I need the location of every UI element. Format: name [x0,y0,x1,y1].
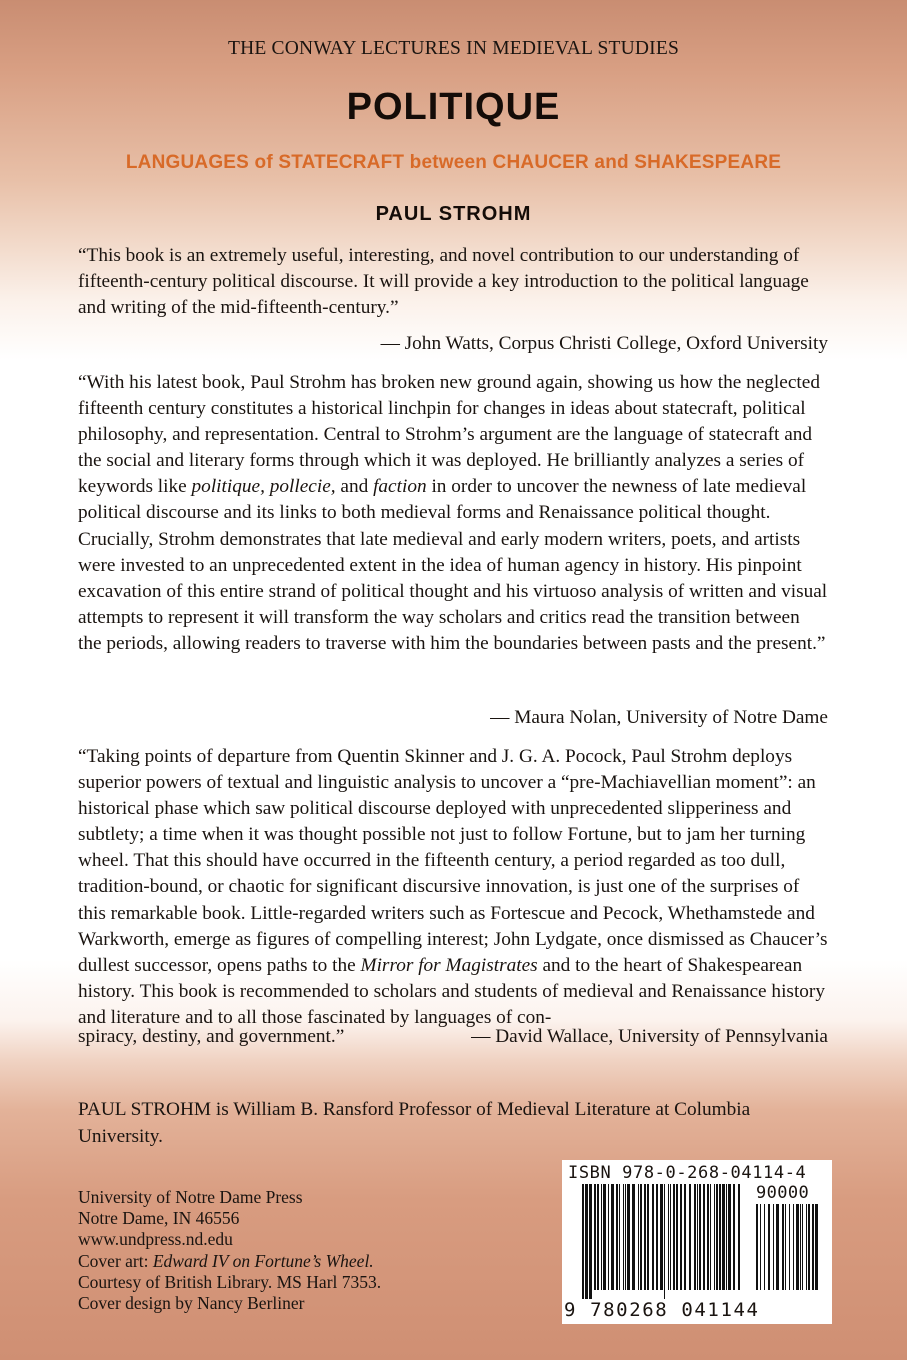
blurb-text: “With his latest book, Paul Strohm has broken new ground again, showing us how the neglected fifteenth century constitutes a historical linchpin for changes in ideas about statecraft, political philosophy, and representation. Central to Strohm’s argument are the language of statecraft and the social and literary forms through which it was deployed. He brilliantly analyzes a series of keywords like [78,372,820,498]
barcode-bar [697,1184,698,1290]
addon-bars-icon [756,1204,822,1302]
barcode-bar [716,1184,718,1290]
blurb-attribution-watts: — John Watts, Corpus Christi College, Oxford University [380,333,828,354]
barcode-bar [660,1184,663,1290]
barcode-bar [684,1184,686,1290]
publisher-info [78,1187,381,1314]
cover-art-credit: Cover art: Edward IV on Fortune’s Wheel. [78,1250,374,1271]
publisher-url: www.undpress.nd.edu [78,1229,233,1250]
barcode-bar [647,1184,649,1290]
barcode-bar [603,1184,606,1290]
barcode-bar [714,1184,715,1290]
barcode-bar [601,1184,602,1290]
isbn-barcode [562,1160,832,1324]
blurb-attribution-wallace: — David Wallace, University of Pennsylvania [471,1026,828,1047]
barcode-bar [738,1184,740,1290]
barcode-bar [773,1204,774,1290]
barcode-bar [680,1184,682,1290]
cover-art-title: Edward IV on Fortune’s Wheel. [152,1250,374,1271]
barcode-bar [733,1184,735,1290]
courtesy-credit: Courtesy of British Library. MS Harl 7353. [78,1271,382,1292]
blurb-nolan [78,370,828,657]
barcode-bar [726,1184,727,1290]
book-subtitle: LANGUAGES of STATECRAFT between CHAUCER and SHAKESPEARE [125,152,782,173]
barcode-bar [694,1184,696,1290]
author-bio: PAUL STROHM is William B. Ransford Professor of Medieval Literature at Columbia University. [78,1099,751,1147]
barcode-bar [608,1184,609,1290]
barcode-bars-icon [582,1184,744,1302]
barcode-bar [812,1204,814,1290]
barcode-bar [632,1184,635,1290]
keyword-italic: faction [373,476,427,498]
barcode-bar [638,1184,639,1290]
barcode-bar [623,1184,624,1290]
barcode-bar [768,1204,770,1290]
barcode-bar [589,1184,592,1302]
barcode-bar [673,1184,675,1290]
barcode-bar [611,1184,614,1290]
barcode-bar [719,1184,721,1290]
barcode-bar [785,1204,786,1290]
barcode-bar [676,1184,678,1290]
isbn-number: ISBN 978-0-268-04114-4 [568,1163,807,1183]
book-title-italic: Mirror for Magistrates [360,954,538,976]
blurb-text: spiracy, destiny, and government.” [78,1026,345,1047]
barcode-bar [776,1204,779,1290]
barcode-bar [764,1204,765,1290]
blurb-text: “Taking points of departure from Quentin Skinner and J. G. A. Pocock, Paul Strohm deploys superior powers of textual and linguistic analysis to uncover a “pre-Machiavellian moment”: an historical phase which saw political discourse deployed with unprecedented slipperiness and subtlety; a time when it was thought possible not just to follow Fortune, but to jam her turning wheel. That this should have occurred in the fifteenth century, a period regarded as too dull, tradition-bound, or chaotic for significant discursive innovation, is just one of the surprises of this remarkable book. Little-regarded writers such as Fortescue and Pecock, Whethamstede and Warkworth, emerge as figures of compelling interest; John Lydgate, once dismissed as Chaucer’s dullest successor, opens paths to the [78,746,828,976]
blurb-text: “This book is an extremely useful, interesting, and novel contribution to our understanding of fifteenth-century political discourse. It will provide a key introduction to the political language and writing of the mid-fifteenth-century.” [78,245,809,319]
book-author: PAUL STROHM [375,203,532,225]
price-addon-number: 90000 [756,1183,810,1203]
cover-design-credit: Cover design by Nancy Berliner [78,1293,305,1314]
blurb-text: in order to uncover the newness of late medieval political discourse and its links to both medieval forms and Renaissance political thought. Crucially, Strohm demonstrates that late medieval and early modern writers, poets, and artists were invested to an unprecedented extent in the idea of human agency in history. His pinpoint excavation of this entire strand of political thought and his virtuoso analysis of written and visual attempts to represent it will transform the way scholars and critics read the transition between the periods, allowing readers to traverse with him the boundaries between pasts and the present.” [78,476,828,654]
barcode-bar [670,1184,671,1290]
barcode-bar [597,1184,599,1290]
barcode-bar [594,1184,596,1290]
blurb-attribution-nolan: — Maura Nolan, University of Notre Dame [490,707,828,728]
barcode-bar [699,1184,701,1290]
barcode-bar [722,1184,725,1290]
blurb-text: and [335,476,374,498]
barcode-bar [664,1184,665,1302]
series-title: THE CONWAY LECTURES IN MEDIEVAL STUDIES [227,38,680,59]
blurb-text: and to the heart of Shakespearean history. This book is recommended to scholars and students of medieval and Renaissance history and literature and to all those fascinated by languages of con- [78,954,825,1028]
publisher-address: Notre Dame, IN 46556 [78,1208,240,1229]
barcode-bar [585,1184,588,1302]
barcode-bar [640,1184,642,1290]
barcode-bar [760,1204,761,1290]
book-title: POLITIQUE [346,86,561,128]
ean-digits: 9 780268 041144 [564,1299,760,1321]
barcode-bar [800,1204,801,1290]
barcode-bar [582,1184,584,1302]
blurb-wallace [78,744,828,1031]
barcode-bar [619,1184,620,1290]
barcode-bar [806,1204,807,1290]
keyword-italic: politique, pollecie, [191,476,336,498]
barcode-bar [728,1184,731,1290]
barcode-bar [616,1184,618,1290]
barcode-bar [703,1184,705,1290]
blurb-watts [78,243,828,321]
barcode-bar [808,1204,810,1290]
barcode-bar [668,1184,669,1290]
barcode-bar [707,1184,709,1290]
barcode-bar [656,1184,658,1290]
barcode-bar [644,1184,646,1290]
blurb-wallace-last-line [78,1024,828,1050]
publisher-name: University of Notre Dame Press [78,1187,303,1207]
barcode-bar [689,1184,691,1290]
barcode-bar [782,1204,784,1290]
barcode-bar [793,1204,794,1290]
barcode-bar [625,1184,626,1290]
barcode-bar [652,1184,654,1290]
barcode-bar [627,1184,630,1290]
barcode-bar [796,1204,799,1290]
barcode-bar [789,1204,790,1290]
barcode-bar [802,1204,803,1290]
barcode-bar [710,1184,711,1290]
barcode-bar [756,1204,758,1290]
barcode-bar [815,1204,818,1290]
